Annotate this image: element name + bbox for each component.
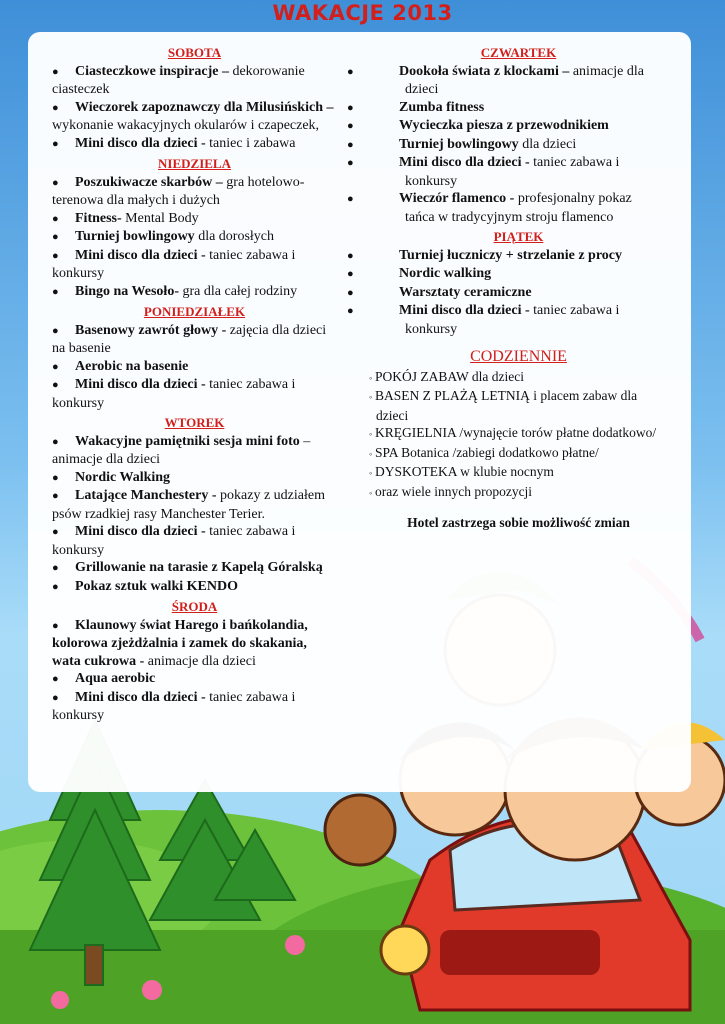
activity-item <box>347 63 661 99</box>
bullet-icon: ◦ <box>369 392 373 402</box>
activity-description: taniec zabawa i konkursy <box>52 689 296 723</box>
activity-name: Aerobic na basenie <box>75 358 189 374</box>
bullet-icon: ● <box>52 137 59 150</box>
activity-name: Fitness- <box>75 210 122 226</box>
bullet-icon: ● <box>52 324 59 337</box>
day-heading: NIEDZIELA <box>158 156 231 171</box>
bullet-icon: ◦ <box>369 429 373 439</box>
activity-name: Pokaz sztuk walki KENDO <box>75 578 238 594</box>
bullet-icon: ◦ <box>369 372 373 383</box>
activity-item <box>52 689 337 725</box>
activity-item <box>52 63 337 99</box>
activity-description: animacje dla dzieci <box>405 63 644 97</box>
activity-item <box>52 228 337 247</box>
activity-item <box>52 210 337 229</box>
page-title: WAKACJE 2013 <box>272 1 453 25</box>
activity-name: Nordic Walking <box>75 469 171 485</box>
activity-item <box>52 578 337 597</box>
weekday-list-right <box>347 44 661 338</box>
activity-item <box>347 190 661 226</box>
activity-item <box>347 154 661 190</box>
activity-item <box>52 469 337 488</box>
daily-item <box>369 368 661 388</box>
day-heading: SOBOTA <box>167 45 222 60</box>
bullet-icon: ● <box>52 526 59 538</box>
bullet-icon: ● <box>52 249 59 262</box>
bullet-icon: ● <box>347 101 354 114</box>
bullet-icon: ● <box>347 65 354 78</box>
schedule-right-column <box>347 42 661 532</box>
activity-description: gra hotelowo-terenowa dla małych i dużych <box>52 174 305 208</box>
activity-name: Mini disco dla dzieci - <box>75 135 206 151</box>
activity-item <box>347 136 661 155</box>
activity-item <box>52 376 337 412</box>
daily-heading: CODZIENNIE <box>470 348 567 365</box>
activity-item <box>52 283 337 302</box>
bullet-icon: ● <box>347 268 354 280</box>
bullet-icon: ● <box>347 138 354 151</box>
schedule-left-column <box>52 42 337 725</box>
activity-name: Dookoła świata z klockami – <box>399 63 570 79</box>
activity-name: Turniej bowlingowy <box>399 136 519 152</box>
daily-item <box>369 463 661 483</box>
bullet-icon: ● <box>52 101 59 114</box>
bullet-icon: ● <box>52 379 59 391</box>
daily-item-text: POKÓJ ZABAW dla dzieci <box>375 368 525 384</box>
activity-description: taniec i zabawa <box>205 135 296 151</box>
activity-name: Warsztaty ceramiczne <box>399 284 532 300</box>
activity-description: taniec zabawa i konkursy <box>52 377 296 411</box>
bullet-icon: ● <box>52 691 59 704</box>
activity-name: Mini disco dla dzieci - <box>399 155 530 170</box>
activity-name: Poszukiwacze skarbów – <box>75 174 223 190</box>
activity-name: Mini disco dla dzieci - <box>75 377 206 392</box>
activity-description: dla dzieci <box>518 136 577 152</box>
activity-description: profesjonalny pokaz tańca w tradycyjnym stroju flamenco <box>405 191 632 225</box>
activity-item <box>52 559 337 578</box>
activity-name: Basenowy zawrót głowy - <box>75 322 227 338</box>
activity-item <box>52 487 337 523</box>
activity-name: Zumba fitness <box>399 99 485 115</box>
activity-description: taniec zabawa i konkursy <box>52 247 296 281</box>
activity-description: taniec zabawa i konkursy <box>405 303 620 337</box>
activity-item <box>347 117 661 136</box>
bullet-icon: ● <box>347 120 354 132</box>
bullet-icon: ● <box>52 65 59 78</box>
bullet-icon: ● <box>347 286 354 299</box>
bullet-icon: ● <box>52 176 59 189</box>
activity-name: Wieczór flamenco - <box>399 191 515 206</box>
bullet-icon: ● <box>347 157 354 169</box>
daily-item-text: oraz wiele innych propozycji <box>375 483 533 499</box>
activity-description: gra dla całej rodziny <box>179 283 298 299</box>
activity-name: Aqua aerobic <box>75 671 156 686</box>
activity-description: wykonanie wakacyjnych okularów i czapeczek, <box>52 118 320 133</box>
day-heading: PIĄTEK <box>493 229 544 244</box>
bullet-icon: ● <box>52 285 59 298</box>
activity-description: Mental Body <box>121 210 199 226</box>
activity-name: Bingo na Wesoło- <box>75 283 179 299</box>
day-heading: ŚRODA <box>171 599 218 614</box>
bullet-icon: ● <box>52 562 59 574</box>
activity-description: dla dorosłych <box>194 229 275 244</box>
activity-item <box>52 617 337 671</box>
activity-name: Turniej bowlingowy <box>75 229 195 244</box>
activity-item <box>52 247 337 283</box>
daily-item <box>369 483 661 503</box>
activity-name: Turniej łuczniczy + strzelanie z procy <box>399 247 622 263</box>
activity-description: animacje dla dzieci <box>144 653 256 669</box>
daily-item-text: DYSKOTEKA w klubie nocnym <box>375 464 554 479</box>
activity-description: pokazy z udziałem psów rzadkiej rasy Manchester Terier. <box>52 488 325 522</box>
activity-description: taniec zabawa i konkursy <box>52 524 296 558</box>
activity-name: Wycieczka piesza z przewodnikiem <box>399 118 609 133</box>
activity-item <box>52 322 337 358</box>
daily-list <box>369 368 661 503</box>
bullet-icon: ● <box>52 212 59 225</box>
activity-item <box>52 358 337 377</box>
daily-item-text: SPA Botanica /zabiegi dodatkowo płatne/ <box>375 444 599 460</box>
hotel-note: Hotel zastrzega sobie możliwość zmian <box>407 515 630 530</box>
day-heading: WTOREK <box>164 415 225 430</box>
daily-item-text: KRĘGIELNIA /wynajęcie torów płatne dodatkowo/ <box>375 425 657 440</box>
daily-item <box>369 387 661 424</box>
bullet-icon: ● <box>52 673 59 685</box>
daily-item-text: BASEN Z PLAŻĄ LETNIĄ i placem zabaw dla dzieci <box>375 388 638 423</box>
bullet-icon: ● <box>52 360 59 373</box>
daily-item <box>369 424 661 444</box>
bullet-icon: ● <box>347 305 354 317</box>
activity-name: Mini disco dla dzieci - <box>75 524 206 539</box>
activity-item <box>347 284 661 303</box>
bullet-icon: ◦ <box>369 487 373 498</box>
activity-item <box>52 99 337 135</box>
bullet-icon: ◦ <box>369 448 373 459</box>
bullet-icon: ● <box>347 193 354 205</box>
activity-item <box>347 302 661 338</box>
bullet-icon: ◦ <box>369 468 373 478</box>
bullet-icon: ● <box>347 249 354 262</box>
day-heading: PONIEDZIAŁEK <box>143 304 246 319</box>
activity-item <box>347 99 661 118</box>
bullet-icon: ● <box>52 580 59 593</box>
activity-name: Nordic walking <box>399 266 492 281</box>
activity-description: taniec zabawa i konkursy <box>405 155 620 189</box>
activity-item <box>347 265 661 284</box>
activity-name: Mini disco dla dzieci - <box>75 247 206 263</box>
day-heading: CZWARTEK <box>480 45 557 60</box>
activity-name: Wieczorek zapoznawczy dla Milusińskich – <box>75 99 334 115</box>
activity-description: zajęcia dla dzieci na basenie <box>52 322 327 356</box>
activity-name: Ciasteczkowe inspiracje – <box>75 63 229 79</box>
activity-item <box>52 670 337 689</box>
activity-item <box>52 135 337 154</box>
activity-name: Mini disco dla dzieci - <box>75 689 206 705</box>
activity-name: Grillowanie na tarasie z Kapelą Góralską <box>75 560 323 575</box>
activity-description: dekorowanie ciasteczek <box>52 63 305 97</box>
bullet-icon: ● <box>52 490 59 502</box>
activity-item <box>52 433 337 469</box>
daily-item <box>369 444 661 464</box>
activity-name: Klaunowy świat Harego i bańkolandia, kolorowa zjeżdżalnia i zamek do skakania, wata cukrowa - <box>52 617 308 669</box>
activity-name: Wakacyjne pamiętniki sesja mini foto <box>75 433 300 449</box>
activity-item <box>52 523 337 559</box>
activity-name: Latające Manchestery - <box>75 488 217 503</box>
activity-name: Mini disco dla dzieci - <box>399 303 530 318</box>
activity-description: – animacje dla dzieci <box>52 433 311 467</box>
bullet-icon: ● <box>52 619 59 632</box>
bullet-icon: ● <box>52 435 59 448</box>
activity-item <box>347 247 661 266</box>
activity-item <box>52 174 337 210</box>
bullet-icon: ● <box>52 231 59 243</box>
bullet-icon: ● <box>52 471 59 484</box>
